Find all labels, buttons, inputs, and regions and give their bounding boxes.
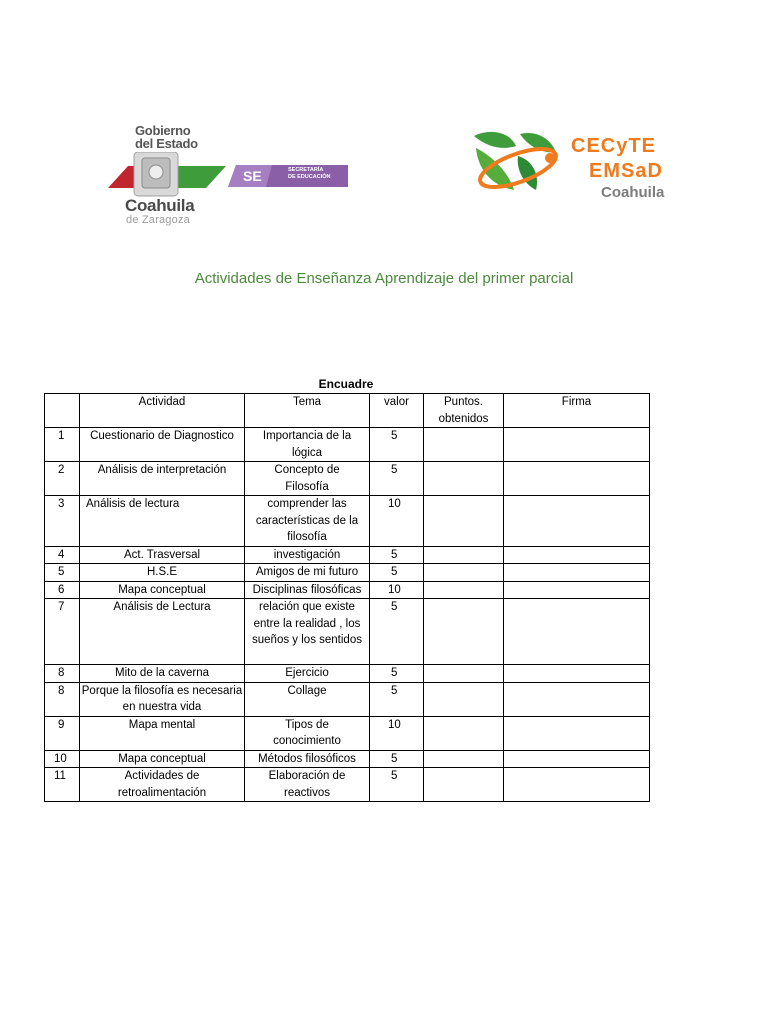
coat-of-arms-icon (108, 152, 233, 197)
header-actividad: Actividad (80, 394, 245, 428)
cell-num: 1 (45, 428, 80, 462)
cell-actividad: H.S.E (80, 564, 245, 582)
cell-valor: 5 (370, 564, 424, 582)
header-firma: Firma (504, 394, 650, 428)
cell-tema: Disciplinas filosóficas (245, 581, 370, 599)
table-row (45, 428, 650, 462)
cell-firma (504, 564, 650, 582)
logo-text-zaragoza: de Zaragoza (126, 214, 190, 226)
cell-actividad: Análisis de Lectura (80, 599, 245, 665)
cell-firma (504, 768, 650, 802)
table-row (45, 768, 650, 802)
cell-num: 6 (45, 581, 80, 599)
cell-puntos (424, 546, 504, 564)
cell-tema: Tipos de conocimiento (245, 716, 370, 750)
cell-valor: 5 (370, 428, 424, 462)
cell-puntos (424, 665, 504, 683)
cell-valor: 5 (370, 750, 424, 768)
cell-actividad: Mito de la caverna (80, 665, 245, 683)
cell-num: 10 (45, 750, 80, 768)
table-row (45, 665, 650, 683)
cell-actividad: Mapa mental (80, 716, 245, 750)
cell-num: 4 (45, 546, 80, 564)
table-row (45, 682, 650, 716)
cell-actividad: Análisis de interpretación (80, 462, 245, 496)
cell-valor: 5 (370, 665, 424, 683)
logo-text-cecyte: CECyTE (571, 135, 656, 157)
cell-num: 3 (45, 496, 80, 547)
se-badge-label: SE (243, 168, 262, 184)
cell-firma (504, 665, 650, 683)
se-badge-sublabel: SECRETARÍA DE EDUCACIÓN (288, 167, 331, 180)
header-tema: Tema (245, 394, 370, 428)
cell-tema: Amigos de mi futuro (245, 564, 370, 582)
table-row (45, 716, 650, 750)
cell-valor: 5 (370, 768, 424, 802)
cell-firma (504, 581, 650, 599)
cell-puntos (424, 768, 504, 802)
cell-valor: 5 (370, 546, 424, 564)
logo-text-emsad: EMSaD (589, 160, 663, 182)
cell-puntos (424, 428, 504, 462)
cell-firma (504, 682, 650, 716)
cell-firma (504, 750, 650, 768)
cell-actividad: Mapa conceptual (80, 750, 245, 768)
cell-puntos (424, 716, 504, 750)
cell-actividad: Porque la filosofía es necesaria en nuestra vida (80, 682, 245, 716)
logo-text-coahuila-right: Coahuila (601, 184, 665, 201)
cell-tema: Elaboración de reactivos (245, 768, 370, 802)
cell-num: 9 (45, 716, 80, 750)
cell-actividad: Mapa conceptual (80, 581, 245, 599)
table-row (45, 496, 650, 547)
cell-firma (504, 462, 650, 496)
cell-puntos (424, 599, 504, 665)
cell-actividad: Act. Trasversal (80, 546, 245, 564)
cell-tema: comprender las características de la filosofía (245, 496, 370, 547)
encuadre-table (44, 393, 650, 802)
cell-tema: Ejercicio (245, 665, 370, 683)
gobierno-coahuila-logo (108, 122, 353, 230)
cell-firma (504, 716, 650, 750)
cell-firma (504, 428, 650, 462)
cell-actividad: Análisis de lectura (80, 496, 245, 547)
cell-tema: Concepto de Filosofía (245, 462, 370, 496)
cell-puntos (424, 564, 504, 582)
cell-num: 7 (45, 599, 80, 665)
cell-valor: 10 (370, 581, 424, 599)
cell-tema: investigación (245, 546, 370, 564)
cell-firma (504, 496, 650, 547)
cell-puntos (424, 462, 504, 496)
logo-text-gobierno: Gobierno (135, 123, 191, 138)
table-caption: Encuadre (318, 377, 374, 391)
header-puntos: Puntos. obtenidos (424, 394, 504, 428)
cell-tema: Métodos filosóficos (245, 750, 370, 768)
cell-num: 11 (45, 768, 80, 802)
globe-leaf-icon (470, 128, 570, 204)
cecyte-emsad-logo (470, 128, 680, 204)
cell-num: 5 (45, 564, 80, 582)
cell-firma (504, 546, 650, 564)
cell-tema: relación que existe entre la realidad , los sueños y los sentidos (245, 599, 370, 665)
cell-firma (504, 599, 650, 665)
table-header-row (45, 394, 650, 428)
cell-puntos (424, 496, 504, 547)
cell-num: 8 (45, 682, 80, 716)
header-num (45, 394, 80, 428)
cell-valor: 5 (370, 462, 424, 496)
cell-valor: 10 (370, 716, 424, 750)
table-row (45, 546, 650, 564)
cell-tema: Importancia de la lógica (245, 428, 370, 462)
table-row (45, 750, 650, 768)
cell-puntos (424, 682, 504, 716)
cell-valor: 5 (370, 682, 424, 716)
cell-valor: 10 (370, 496, 424, 547)
table-row (45, 581, 650, 599)
table-row (45, 599, 650, 665)
cell-valor: 5 (370, 599, 424, 665)
header-valor: valor (370, 394, 424, 428)
cell-puntos (424, 750, 504, 768)
cell-num: 8 (45, 665, 80, 683)
cell-num: 2 (45, 462, 80, 496)
table-row (45, 564, 650, 582)
cell-tema: Collage (245, 682, 370, 716)
cell-actividad: Actividades de retroalimentación (80, 768, 245, 802)
page-title: Actividades de Enseñanza Aprendizaje del primer parcial (194, 270, 574, 287)
table-row (45, 462, 650, 496)
logo-text-coahuila: Coahuila (125, 196, 195, 215)
cell-actividad: Cuestionario de Diagnostico (80, 428, 245, 462)
cell-puntos (424, 581, 504, 599)
logo-text-del-estado: del Estado (135, 136, 198, 151)
